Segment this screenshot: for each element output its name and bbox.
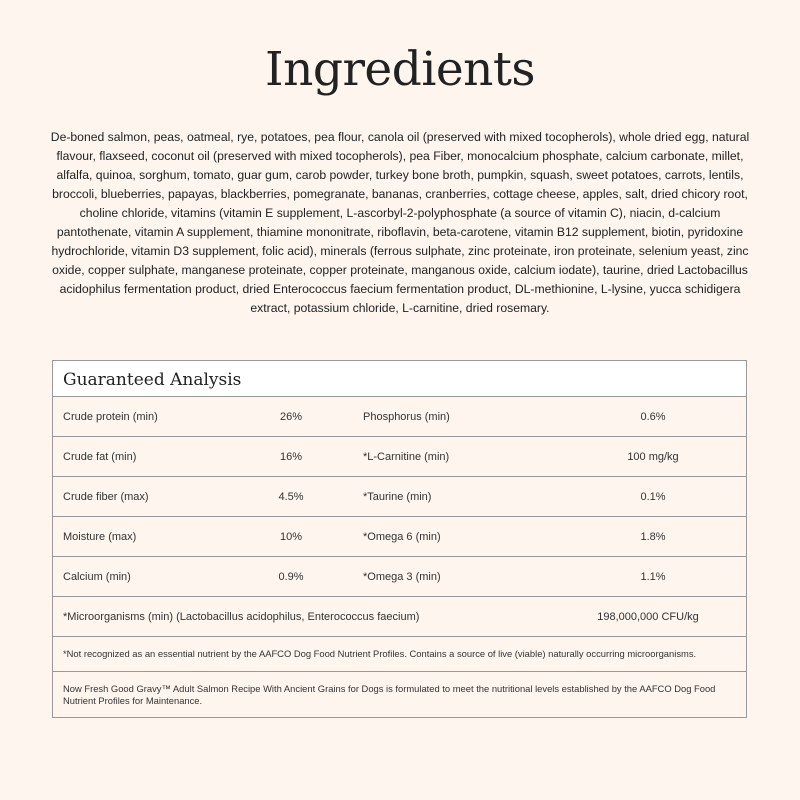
nutrient-value: 1.1% [640, 571, 666, 583]
table-row [53, 517, 746, 557]
nutrient-name: *Taurine (min) [363, 491, 432, 503]
nutrient-value: 0.9% [278, 571, 304, 583]
nutrient-name: Crude fiber (max) [63, 491, 149, 503]
microorganisms-row [53, 597, 746, 637]
nutrient-value: 1.8% [640, 531, 666, 543]
page-title: Ingredients [265, 42, 535, 97]
table-row [53, 557, 746, 597]
nutrient-value: 26% [279, 411, 303, 423]
nutrient-name: Calcium (min) [63, 571, 131, 583]
guaranteed-analysis-table [52, 360, 747, 718]
table-row [53, 437, 746, 477]
nutrient-value: 0.6% [640, 411, 666, 423]
nutrient-value: 100 mg/kg [627, 451, 679, 463]
nutrient-name: *Omega 3 (min) [363, 571, 441, 583]
nutrient-value: 0.1% [640, 491, 666, 503]
footnote: *Not recognized as an essential nutrient by the AAFCO Dog Food Nutrient Profiles. Contains a source of live (viable) naturally occurring microorganisms. [53, 637, 746, 672]
nutrient-name: Crude protein (min) [63, 411, 158, 423]
table-row [53, 477, 746, 517]
nutrient-value: 4.5% [278, 491, 304, 503]
aafco-statement: Now Fresh Good Gravy™ Adult Salmon Recipe With Ancient Grains for Dogs is formulated to meet the nutritional levels established by the AAFCO Dog Food Nutrient Profiles for Maintenance. [63, 682, 716, 706]
nutrient-name: *Omega 6 (min) [363, 531, 441, 543]
ingredients-list: De-boned salmon, peas, oatmeal, rye, potatoes, pea flour, canola oil (preserved with mixed tocopherols), whole dried egg, natural flavour, flaxseed, coconut oil (preserved with mixed tocopherols), pea Fiber, monocalcium phosphate, calcium carbonate, millet, alfalfa, quinoa, sorghum, tomato, guar gum, carob powder, turkey bone broth, pumpkin, squash, sweet potatoes, carrots, lentils, broccoli, blueberries, papayas, blackberries, pomegranate, bananas, cranberries, cottage cheese, apples, salt, dried chicory root, choline chloride, vitamins (vitamin E supplement, L-ascorbyl-2-polyphosphate (a source of vitamin C), niacin, d-calcium pantothenate, vitamin A supplement, thiamine mononitrate, riboflavin, beta-carotene, vitamin B12 supplement, biotin, pyridoxine hydrochloride, vitamin D3 supplement, folic acid), minerals (ferrous sulphate, zinc proteinate, iron proteinate, selenium yeast, zinc oxide, copper sulphate, manganese proteinate, copper proteinate, manganous oxide, calcium iodate), taurine, dried Lactobacillus acidophilus fermentation product, dried Enterococcus faecium fermentation product, DL-methionine, L-lysine, yucca schidigera extract, potassium chloride, L-carnitine, dried rosemary. [50, 130, 750, 315]
nutrient-value: 16% [279, 451, 303, 463]
nutrient-name: Phosphorus (min) [363, 411, 450, 423]
table-row [53, 397, 746, 437]
microorganisms-value: 198,000,000 CFU/kg [597, 611, 699, 623]
nutrient-value: 10% [279, 531, 303, 543]
nutrient-name: *L-Carnitine (min) [363, 451, 450, 463]
microorganisms-name: *Microorganisms (min) (Lactobacillus acidophilus, Enterococcus faecium) [63, 611, 420, 623]
nutrient-name: Moisture (max) [63, 531, 137, 543]
guaranteed-analysis-heading: Guaranteed Analysis [53, 361, 746, 397]
nutrient-name: Crude fat (min) [63, 451, 137, 463]
